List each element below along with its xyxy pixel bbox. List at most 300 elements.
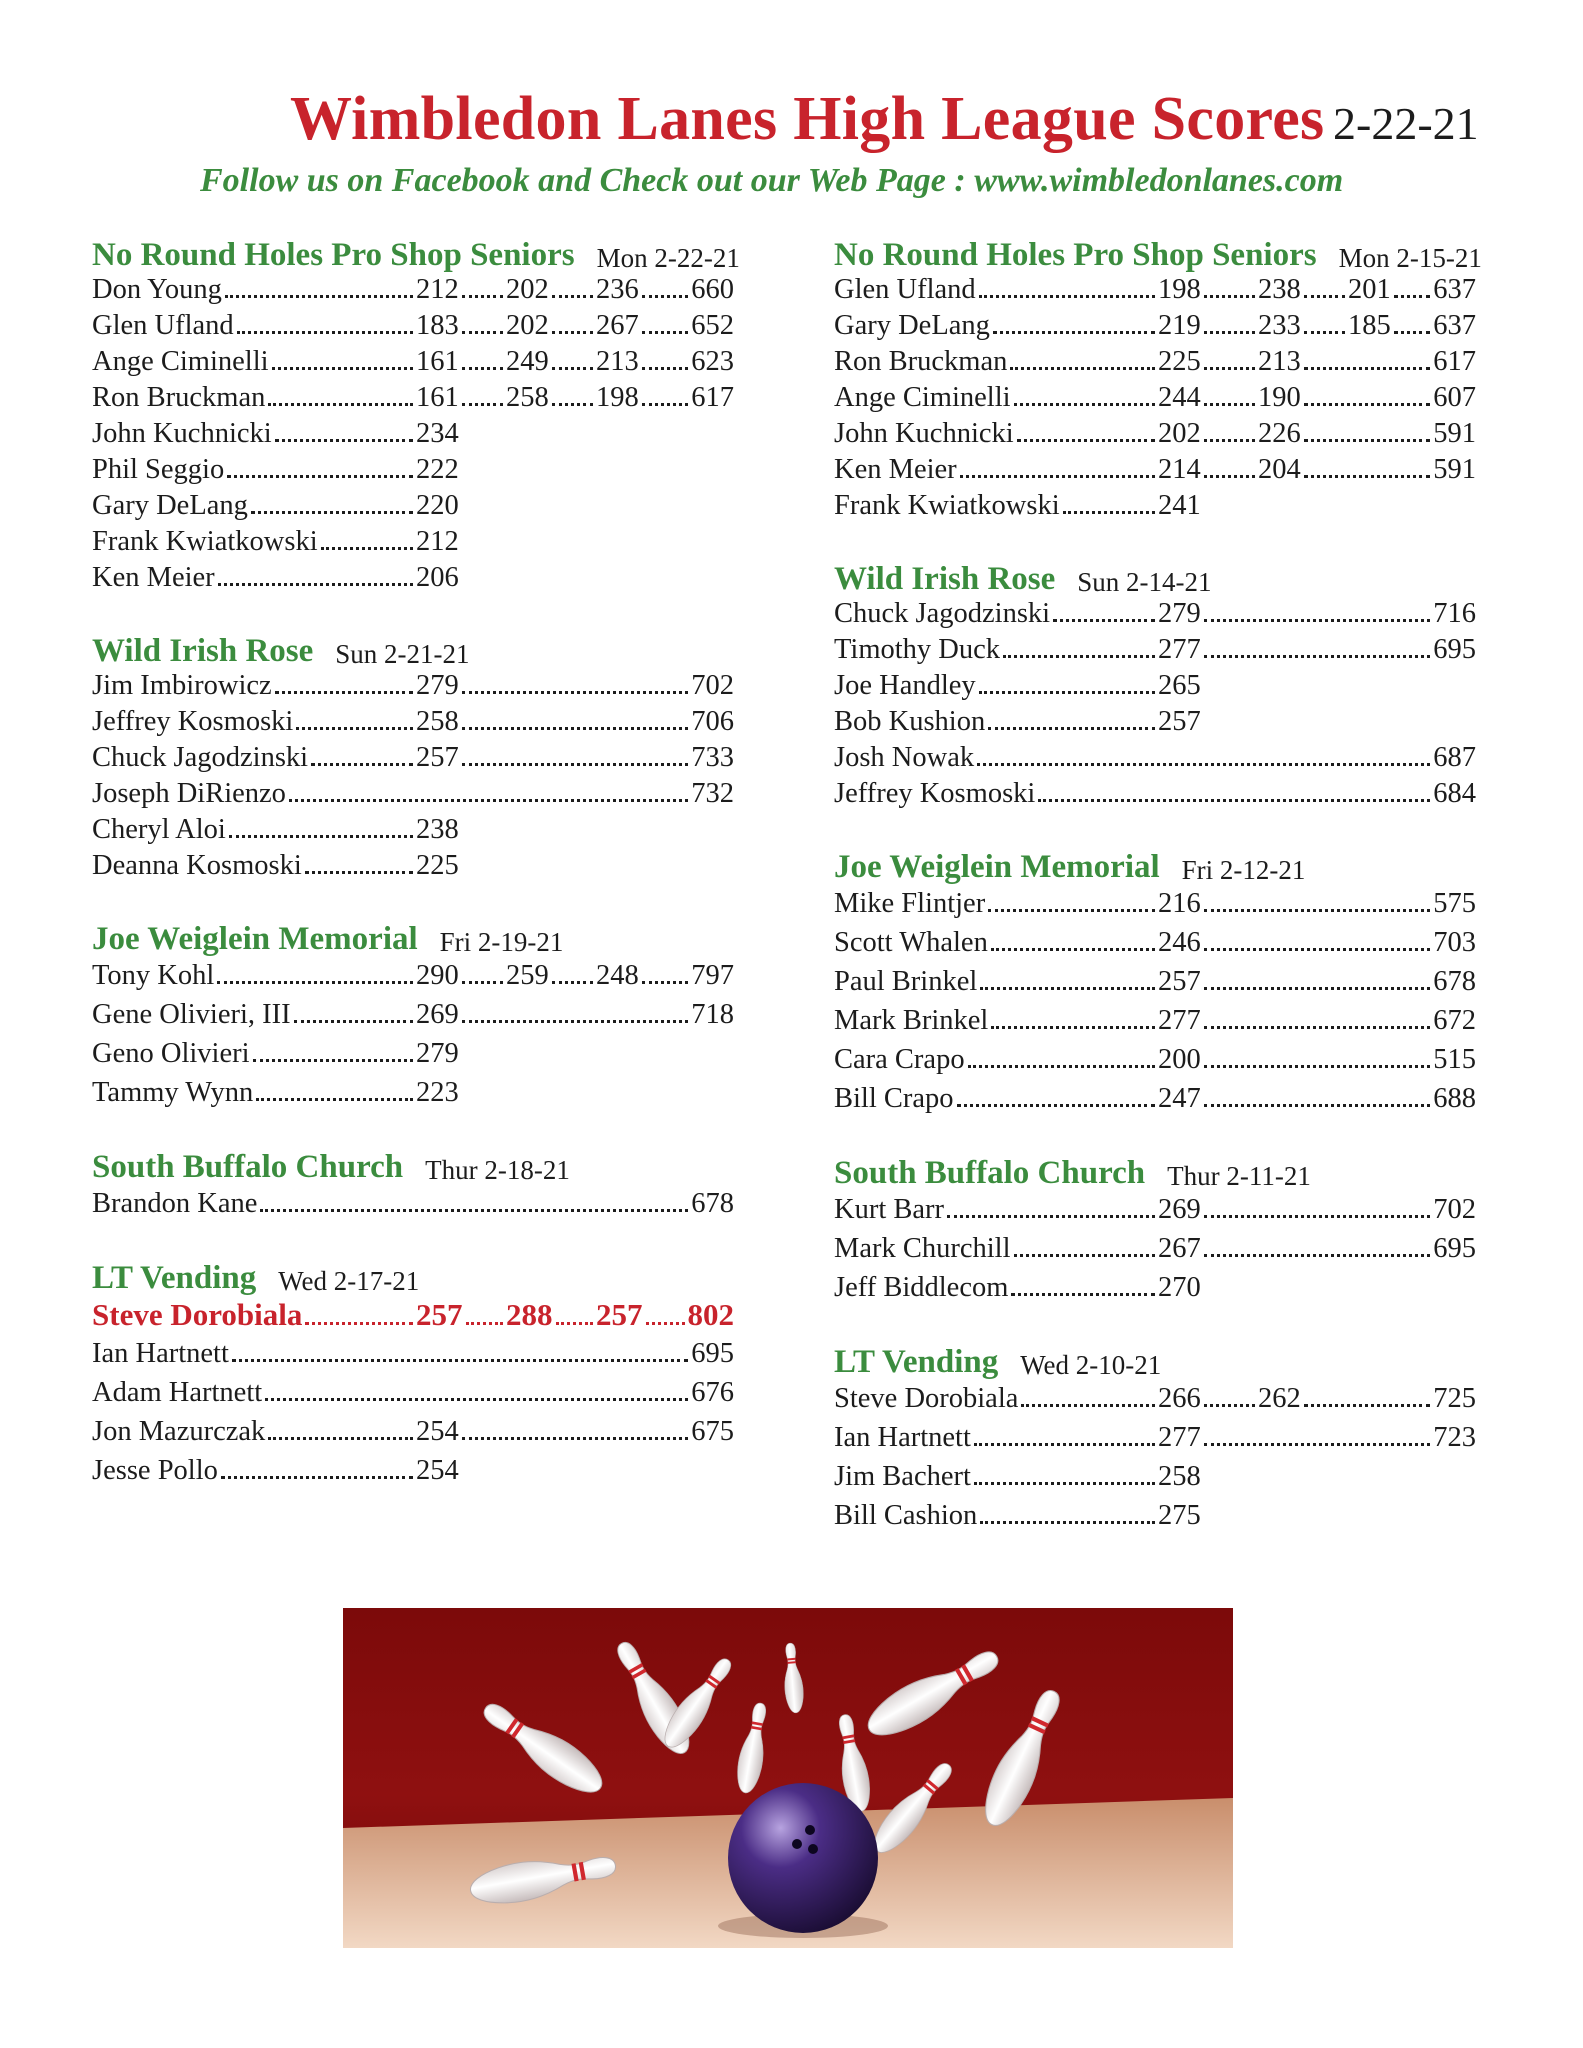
league-date: Thur 2-11-21 xyxy=(1167,1160,1311,1191)
game-score: 202 xyxy=(506,274,549,305)
game-score: 202 xyxy=(1158,418,1201,449)
score-row xyxy=(834,1418,1476,1457)
game-score: 214 xyxy=(1158,454,1201,485)
score-row xyxy=(834,1040,1476,1079)
league-name: Wild Irish Rose xyxy=(92,633,314,669)
bowler-name: Bob Kushion xyxy=(834,706,986,737)
game-score: 161 xyxy=(416,346,459,377)
dot-leader xyxy=(462,727,689,730)
dot-leader xyxy=(462,331,503,334)
league-section xyxy=(92,630,734,884)
game-score: 198 xyxy=(596,382,639,413)
series-score: 732 xyxy=(691,778,734,809)
game-score: 225 xyxy=(416,850,459,881)
score-row xyxy=(834,1001,1476,1040)
score-row xyxy=(92,995,734,1034)
dot-leader xyxy=(229,835,413,838)
dot-leader xyxy=(305,1322,413,1325)
score-row xyxy=(834,488,1476,524)
series-score: 652 xyxy=(691,310,734,341)
dot-leader xyxy=(1204,1065,1431,1068)
dot-leader xyxy=(321,547,413,550)
league-date: Mon 2-15-21 xyxy=(1338,242,1482,273)
score-row xyxy=(834,632,1476,668)
dot-leader xyxy=(260,1209,688,1212)
bowler-name: Ron Bruckman xyxy=(834,346,1008,377)
game-score: 254 xyxy=(416,1455,459,1486)
bowler-name: Deanna Kosmoski xyxy=(92,850,302,881)
league-header xyxy=(92,630,734,668)
bowler-name: Mark Brinkel xyxy=(834,1005,989,1036)
series-score: 718 xyxy=(691,999,734,1030)
game-score: 200 xyxy=(1158,1044,1201,1075)
game-score: 219 xyxy=(1158,310,1201,341)
score-row xyxy=(834,272,1476,308)
game-score: 277 xyxy=(1158,634,1201,665)
series-score: 591 xyxy=(1433,418,1476,449)
series-score: 676 xyxy=(691,1377,734,1408)
dot-leader xyxy=(272,367,413,370)
bowler-name: Joe Handley xyxy=(834,670,976,701)
league-header xyxy=(834,1341,1476,1379)
score-row xyxy=(92,272,734,308)
dot-leader xyxy=(1038,799,1430,802)
dot-leader xyxy=(268,1437,413,1440)
bowler-name: Chuck Jagodzinski xyxy=(92,742,309,773)
game-score: 267 xyxy=(1158,1233,1201,1264)
dot-leader xyxy=(256,1098,413,1101)
dot-leader xyxy=(1204,1254,1431,1257)
dot-leader xyxy=(957,1104,1155,1107)
bowler-name: Jesse Pollo xyxy=(92,1455,218,1486)
game-score: 267 xyxy=(596,310,639,341)
league-header xyxy=(92,918,734,956)
series-score: 660 xyxy=(691,274,734,305)
game-score: 270 xyxy=(1158,1272,1201,1303)
dot-leader xyxy=(462,691,689,694)
series-score: 723 xyxy=(1433,1422,1476,1453)
score-row xyxy=(834,668,1476,704)
dot-leader xyxy=(556,1322,594,1325)
league-date: Thur 2-18-21 xyxy=(425,1154,570,1185)
dot-leader xyxy=(988,909,1155,912)
bowler-name: Geno Olivieri xyxy=(92,1038,250,1069)
dot-leader xyxy=(552,403,593,406)
game-score: 212 xyxy=(416,526,459,557)
score-row xyxy=(92,1073,734,1112)
series-score: 575 xyxy=(1433,888,1476,919)
dot-leader xyxy=(642,295,689,298)
bowler-name: John Kuchnicki xyxy=(92,418,272,449)
score-row xyxy=(92,956,734,995)
series-score: 797 xyxy=(691,960,734,991)
game-score: 190 xyxy=(1258,382,1301,413)
dot-leader xyxy=(993,331,1155,334)
bowler-name: Jim Bachert xyxy=(834,1461,971,1492)
league-date: Sun 2-21-21 xyxy=(335,638,470,669)
dot-leader xyxy=(974,1482,1155,1485)
series-score: 695 xyxy=(1433,1233,1476,1264)
game-score: 248 xyxy=(596,960,639,991)
dot-leader xyxy=(552,295,593,298)
bowler-name: Glen Ufland xyxy=(834,274,976,305)
league-name: Wild Irish Rose xyxy=(834,561,1056,597)
series-score: 637 xyxy=(1433,310,1476,341)
series-score: 687 xyxy=(1433,742,1476,773)
dot-leader xyxy=(227,475,413,478)
score-row xyxy=(92,1034,734,1073)
league-header xyxy=(834,846,1476,884)
score-row xyxy=(92,704,734,740)
dot-leader xyxy=(947,1215,1155,1218)
league-date: Fri 2-12-21 xyxy=(1181,854,1306,885)
bowler-name: Ron Bruckman xyxy=(92,382,266,413)
league-header xyxy=(834,1152,1476,1190)
game-score: 266 xyxy=(1158,1383,1201,1414)
score-row xyxy=(92,668,734,704)
dot-leader xyxy=(296,727,413,730)
score-row xyxy=(92,1412,734,1451)
league-name: LT Vending xyxy=(834,1344,999,1380)
game-score: 204 xyxy=(1258,454,1301,485)
league-date: Wed 2-10-21 xyxy=(1020,1349,1162,1380)
dot-leader xyxy=(1394,331,1431,334)
game-score: 258 xyxy=(416,706,459,737)
series-score: 695 xyxy=(1433,634,1476,665)
dot-leader xyxy=(462,1437,689,1440)
score-row xyxy=(834,1268,1476,1307)
dot-leader xyxy=(462,1020,689,1023)
dot-leader xyxy=(1063,511,1155,514)
bowler-name: Scott Whalen xyxy=(834,927,988,958)
league-header xyxy=(834,558,1476,596)
dot-leader xyxy=(1304,475,1431,478)
dot-leader xyxy=(1021,1404,1155,1407)
dot-leader xyxy=(1304,1404,1431,1407)
league-section xyxy=(834,558,1476,812)
bowler-name: Ange Ciminelli xyxy=(92,346,269,377)
dot-leader xyxy=(237,331,413,334)
series-score: 623 xyxy=(691,346,734,377)
game-score: 216 xyxy=(1158,888,1201,919)
game-score: 185 xyxy=(1348,310,1391,341)
game-score: 288 xyxy=(506,1297,553,1332)
bowler-name: Jeffrey Kosmoski xyxy=(92,706,294,737)
bowler-name: Timothy Duck xyxy=(834,634,1001,665)
dot-leader xyxy=(1204,439,1255,442)
dot-leader xyxy=(642,981,689,984)
series-score: 702 xyxy=(691,670,734,701)
score-row xyxy=(834,452,1476,488)
dot-leader xyxy=(462,403,503,406)
score-row xyxy=(834,1379,1476,1418)
series-score: 733 xyxy=(691,742,734,773)
dot-leader xyxy=(979,691,1155,694)
bowler-name: Ian Hartnett xyxy=(834,1422,971,1453)
game-score: 213 xyxy=(1258,346,1301,377)
game-score: 236 xyxy=(596,274,639,305)
bowler-name: Frank Kwiatkowski xyxy=(834,490,1060,521)
score-row xyxy=(834,416,1476,452)
game-score: 275 xyxy=(1158,1500,1201,1531)
dot-leader xyxy=(268,403,413,406)
dot-leader xyxy=(1204,909,1431,912)
game-score: 258 xyxy=(506,382,549,413)
score-row xyxy=(92,848,734,884)
bowler-name: Mike Flintjer xyxy=(834,888,986,919)
dot-leader xyxy=(1204,655,1431,658)
dot-leader xyxy=(232,1359,688,1362)
series-score: 703 xyxy=(1433,927,1476,958)
bowler-name: Glen Ufland xyxy=(92,310,234,341)
game-score: 226 xyxy=(1258,418,1301,449)
league-name: South Buffalo Church xyxy=(92,1149,404,1185)
game-score: 277 xyxy=(1158,1005,1201,1036)
bowler-name: Frank Kwiatkowski xyxy=(92,526,318,557)
league-header xyxy=(92,234,740,273)
dot-leader xyxy=(1304,403,1431,406)
dot-leader xyxy=(1204,1104,1431,1107)
dot-leader xyxy=(1010,367,1155,370)
dot-leader xyxy=(225,295,413,298)
score-row xyxy=(834,1496,1476,1535)
game-score: 262 xyxy=(1258,1383,1301,1414)
game-score: 259 xyxy=(506,960,549,991)
dot-leader xyxy=(253,1059,413,1062)
bowler-name: Chuck Jagodzinski xyxy=(834,598,1051,629)
dot-leader xyxy=(988,727,1155,730)
series-score: 515 xyxy=(1433,1044,1476,1075)
dot-leader xyxy=(1017,439,1155,442)
dot-leader xyxy=(275,439,413,442)
series-score: 695 xyxy=(691,1338,734,1369)
dot-leader xyxy=(646,1322,685,1325)
game-score: 257 xyxy=(1158,706,1201,737)
dot-leader xyxy=(217,981,413,984)
bowler-name: Jeff Biddlecom xyxy=(834,1272,1009,1303)
series-score: 802 xyxy=(687,1297,734,1332)
game-score: 257 xyxy=(1158,966,1201,997)
game-score: 238 xyxy=(1258,274,1301,305)
dot-leader xyxy=(1204,948,1431,951)
game-score: 225 xyxy=(1158,346,1201,377)
score-row xyxy=(834,923,1476,962)
bowler-name: Josh Nowak xyxy=(834,742,975,773)
bowler-name: Kurt Barr xyxy=(834,1194,945,1225)
series-score: 725 xyxy=(1433,1383,1476,1414)
league-date: Fri 2-19-21 xyxy=(439,926,564,957)
dot-leader xyxy=(1014,403,1155,406)
dot-leader xyxy=(462,367,503,370)
league-header xyxy=(92,1146,734,1184)
dot-leader xyxy=(980,987,1155,990)
dot-leader xyxy=(1304,331,1345,334)
dot-leader xyxy=(1204,1215,1431,1218)
game-score: 206 xyxy=(416,562,459,593)
dot-leader xyxy=(265,1398,688,1401)
game-score: 222 xyxy=(416,454,459,485)
dot-leader xyxy=(1053,619,1155,622)
league-section xyxy=(92,1257,734,1490)
game-score: 201 xyxy=(1348,274,1391,305)
dot-leader xyxy=(466,1322,504,1325)
game-score: 279 xyxy=(416,1038,459,1069)
bowler-name: John Kuchnicki xyxy=(834,418,1014,449)
score-row xyxy=(92,560,734,596)
game-score: 246 xyxy=(1158,927,1201,958)
game-score: 257 xyxy=(596,1297,643,1332)
game-score: 249 xyxy=(506,346,549,377)
bowler-name: Cheryl Aloi xyxy=(92,814,226,845)
dot-leader xyxy=(1204,1443,1431,1446)
game-score: 279 xyxy=(1158,598,1201,629)
game-score: 238 xyxy=(416,814,459,845)
game-score: 254 xyxy=(416,1416,459,1447)
score-row xyxy=(92,1373,734,1412)
game-score: 269 xyxy=(416,999,459,1030)
page-title: Wimbledon Lanes High League Scores xyxy=(290,85,1325,153)
game-score: 244 xyxy=(1158,382,1201,413)
score-row xyxy=(92,1334,734,1373)
bowler-name: Jon Mazurczak xyxy=(92,1416,266,1447)
score-row xyxy=(92,812,734,848)
game-score: 277 xyxy=(1158,1422,1201,1453)
dot-leader xyxy=(1011,1293,1155,1296)
dot-leader xyxy=(977,763,1430,766)
dot-leader xyxy=(960,475,1155,478)
series-score: 617 xyxy=(691,382,734,413)
series-score: 684 xyxy=(1433,778,1476,809)
bowler-name: Ken Meier xyxy=(92,562,215,593)
series-score: 678 xyxy=(1433,966,1476,997)
dot-leader xyxy=(1204,987,1431,990)
score-row xyxy=(834,884,1476,923)
bowler-name: Tony Kohl xyxy=(92,960,215,991)
bowler-name: Brandon Kane xyxy=(92,1188,258,1219)
league-header xyxy=(834,234,1482,273)
dot-leader xyxy=(979,295,1155,298)
game-score: 220 xyxy=(416,490,459,521)
series-score: 672 xyxy=(1433,1005,1476,1036)
score-row xyxy=(834,344,1476,380)
dot-leader xyxy=(1204,367,1255,370)
league-section xyxy=(834,234,1482,524)
dot-leader xyxy=(462,763,689,766)
dot-leader xyxy=(1204,403,1255,406)
bowler-name: Adam Hartnett xyxy=(92,1377,263,1408)
bowler-name: Bill Cashion xyxy=(834,1500,978,1531)
bowler-name: Joseph DiRienzo xyxy=(92,778,286,809)
score-row xyxy=(834,596,1476,632)
bowler-name: Steve Dorobiala xyxy=(834,1383,1019,1414)
score-row xyxy=(834,704,1476,740)
series-score: 591 xyxy=(1433,454,1476,485)
league-date: Sun 2-14-21 xyxy=(1077,566,1212,597)
dot-leader xyxy=(1204,295,1255,298)
league-section xyxy=(92,918,734,1112)
bowler-name: Jim Imbirowicz xyxy=(92,670,272,701)
bowler-name: Gene Olivieri, III xyxy=(92,999,291,1030)
left-column xyxy=(92,234,740,1524)
dot-leader xyxy=(251,511,413,514)
series-score: 617 xyxy=(1433,346,1476,377)
dot-leader xyxy=(991,948,1155,951)
bowler-name: Mark Churchill xyxy=(834,1233,1011,1264)
league-name: No Round Holes Pro Shop Seniors xyxy=(92,237,575,273)
score-row xyxy=(92,740,734,776)
dot-leader xyxy=(218,583,413,586)
score-row xyxy=(92,1451,734,1490)
game-score: 223 xyxy=(416,1077,459,1108)
dot-leader xyxy=(1014,1254,1155,1257)
score-row xyxy=(92,380,734,416)
score-row xyxy=(92,488,734,524)
dot-leader xyxy=(1304,367,1431,370)
dot-leader xyxy=(974,1443,1155,1446)
dot-leader xyxy=(1304,439,1431,442)
dot-leader xyxy=(1204,331,1255,334)
dot-leader xyxy=(311,763,413,766)
score-row xyxy=(92,524,734,560)
bowler-name: Phil Seggio xyxy=(92,454,225,485)
score-row xyxy=(92,1295,734,1334)
series-score: 607 xyxy=(1433,382,1476,413)
bowler-name: Jeffrey Kosmoski xyxy=(834,778,1036,809)
dot-leader xyxy=(1003,655,1155,658)
score-row xyxy=(92,416,734,452)
page-date: 2-22-21 xyxy=(1333,98,1479,149)
game-score: 202 xyxy=(506,310,549,341)
score-row xyxy=(834,380,1476,416)
bowler-name: Ange Ciminelli xyxy=(834,382,1011,413)
bowler-name: Paul Brinkel xyxy=(834,966,978,997)
dot-leader xyxy=(552,367,593,370)
bowler-name: Gary DeLang xyxy=(92,490,248,521)
dot-leader xyxy=(1304,295,1345,298)
score-row xyxy=(92,776,734,812)
game-score: 258 xyxy=(1158,1461,1201,1492)
game-score: 279 xyxy=(416,670,459,701)
bowling-strike-illustration xyxy=(343,1608,1233,1948)
website-banner: Follow us on Facebook and Check out our Web Page : www.wimbledonlanes.com xyxy=(200,162,1344,199)
right-column xyxy=(834,234,1482,1569)
game-score: 161 xyxy=(416,382,459,413)
dot-leader xyxy=(221,1476,413,1479)
dot-leader xyxy=(275,691,413,694)
dot-leader xyxy=(1204,619,1431,622)
score-row xyxy=(834,1457,1476,1496)
game-score: 241 xyxy=(1158,490,1201,521)
bowler-name: Cara Crapo xyxy=(834,1044,965,1075)
league-section xyxy=(92,1146,734,1223)
league-header xyxy=(92,1257,734,1295)
series-score: 637 xyxy=(1433,274,1476,305)
score-row xyxy=(92,344,734,380)
dot-leader xyxy=(642,331,689,334)
league-date: Mon 2-22-21 xyxy=(596,242,740,273)
league-name: LT Vending xyxy=(92,1260,257,1296)
game-score: 269 xyxy=(1158,1194,1201,1225)
score-row xyxy=(834,1190,1476,1229)
dot-leader xyxy=(462,295,503,298)
game-score: 257 xyxy=(416,1297,463,1332)
game-score: 290 xyxy=(416,960,459,991)
bowler-name: Don Young xyxy=(92,274,222,305)
league-name: Joe Weiglein Memorial xyxy=(834,849,1160,885)
dot-leader xyxy=(1394,295,1431,298)
dot-leader xyxy=(1204,475,1255,478)
game-score: 212 xyxy=(416,274,459,305)
